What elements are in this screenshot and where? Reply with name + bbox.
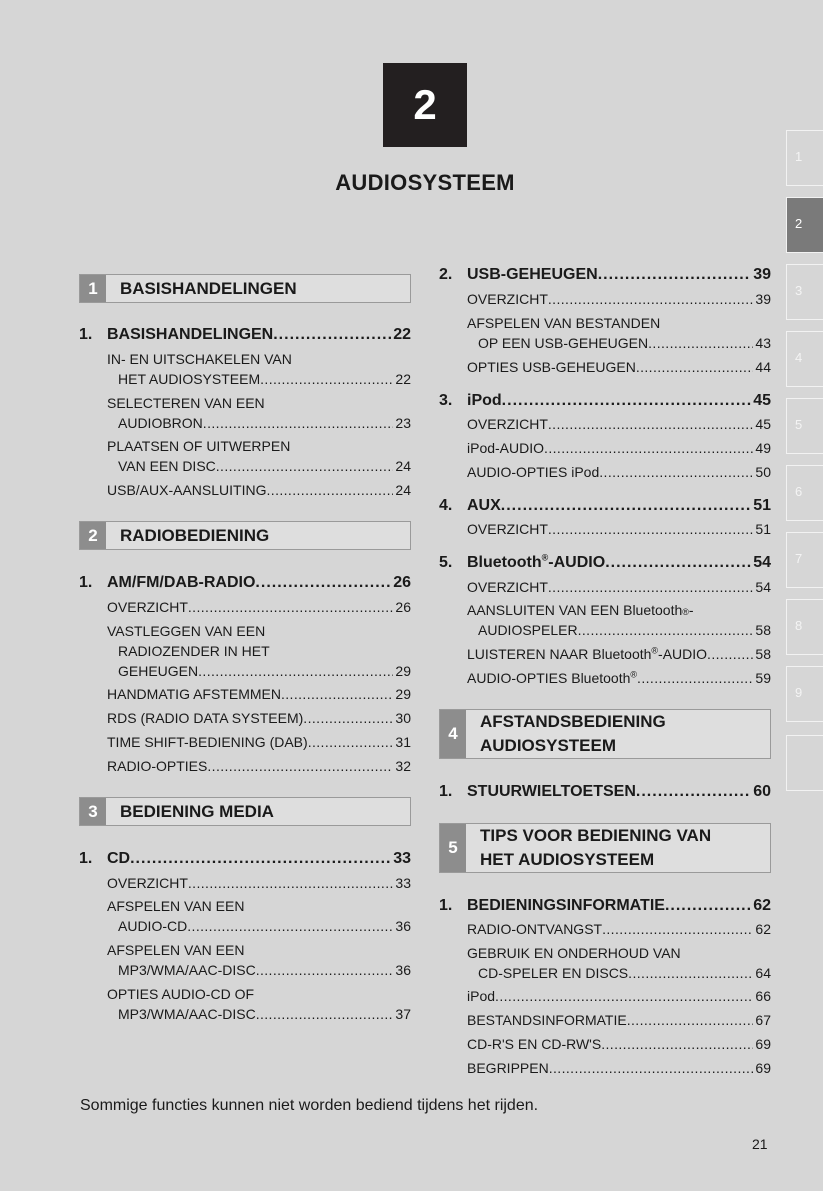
toc-heading[interactable]	[79, 326, 411, 344]
entry-page: 66	[755, 988, 771, 1004]
entry-page: 24	[395, 482, 411, 498]
section-title: RADIOBEDIENING	[120, 525, 270, 545]
entry-line: AFSPELEN VAN EEN	[107, 898, 245, 914]
toc-entry[interactable]	[467, 988, 771, 1008]
toc-entry[interactable]	[107, 482, 411, 502]
toc-entry[interactable]	[467, 921, 771, 941]
entry-text: USB/AUX-AANSLUITING	[107, 482, 267, 498]
toc-heading[interactable]	[439, 554, 771, 572]
entry-page: 58	[755, 622, 771, 638]
entry-page: 51	[755, 521, 771, 537]
entry-text: OVERZICHT	[107, 875, 188, 891]
entry-line: RADIOZENDER IN HET	[118, 643, 270, 659]
entry-page: 37	[395, 1006, 411, 1022]
entry-page: 50	[755, 464, 771, 480]
entry-text: AUDIO-OPTIES iPod	[467, 464, 600, 480]
entry-page: 33	[395, 875, 411, 891]
side-tab-9[interactable]: 9	[786, 666, 823, 722]
entry-text: RDS (RADIO DATA SYSTEEM)	[107, 710, 304, 726]
section-title: TIPS VOOR BEDIENING VAN HET AUDIOSYSTEEM	[480, 826, 712, 869]
entry-page: 30	[395, 710, 411, 726]
entry-text: iPod-AUDIO	[467, 440, 545, 456]
section-number: 5	[440, 824, 466, 872]
entry-page: 54	[755, 579, 771, 595]
heading-title: CD	[107, 850, 131, 867]
entry-page: 64	[755, 965, 771, 981]
entry-text: AUDIOSPELER	[478, 622, 578, 638]
entry-page: 69	[755, 1036, 771, 1052]
entry-text: BEGRIPPEN	[467, 1060, 549, 1076]
entry-line: AFSPELEN VAN BESTANDEN	[467, 315, 661, 331]
toc-entry[interactable]	[467, 945, 771, 985]
entry-text: OVERZICHT	[467, 579, 548, 595]
entry-text: AUDIOBRON	[118, 415, 203, 431]
chapter-title: AUDIOSYSTEEM	[335, 170, 515, 195]
entry-text: MP3/WMA/AAC-DISC	[118, 1006, 256, 1022]
toc-entry[interactable]	[107, 623, 411, 683]
entry-page: 43	[755, 335, 771, 351]
section-header-2[interactable]	[79, 521, 411, 550]
entry-text: HANDMATIG AFSTEMMEN	[107, 686, 281, 702]
toc-entry[interactable]	[107, 351, 411, 391]
toc-entry[interactable]	[467, 1036, 771, 1056]
side-tab-5[interactable]: 5	[786, 398, 823, 454]
toc-heading[interactable]	[79, 574, 411, 592]
entry-page: 62	[755, 921, 771, 937]
heading-page: 51	[753, 497, 771, 514]
heading-number: 5.	[439, 554, 453, 571]
section-number: 3	[80, 798, 106, 825]
section-header-5[interactable]	[439, 823, 771, 873]
entry-page: 29	[395, 663, 411, 679]
entry-page: 31	[395, 734, 411, 750]
toc-heading[interactable]	[79, 850, 411, 868]
chapter-number-box: 2	[383, 63, 467, 147]
entry-line: IN- EN UITSCHAKELEN VAN	[107, 351, 292, 367]
side-tab-4[interactable]: 4	[786, 331, 823, 387]
entry-text: LUISTEREN NAAR Bluetooth®-AUDIO	[467, 645, 708, 662]
section-header-3[interactable]	[79, 797, 411, 826]
heading-number: 1.	[79, 574, 93, 591]
toc-entry[interactable]	[467, 579, 771, 599]
heading-page: 54	[753, 554, 771, 571]
entry-text: OVERZICHT	[467, 521, 548, 537]
heading-page: 33	[393, 850, 411, 867]
heading-title: BEDIENINGSINFORMATIE	[467, 897, 665, 914]
toc-entry[interactable]	[467, 315, 771, 355]
heading-number: 4.	[439, 497, 453, 514]
toc-heading[interactable]	[439, 783, 771, 801]
section-number: 2	[80, 522, 106, 549]
side-tab-1[interactable]: 1	[786, 130, 823, 186]
entry-line: PLAATSEN OF UITWERPEN	[107, 438, 291, 454]
toc-entry[interactable]	[467, 416, 771, 436]
entry-page: 23	[395, 415, 411, 431]
toc-entry[interactable]	[467, 359, 771, 379]
toc-entry[interactable]	[107, 898, 411, 938]
heading-number: 2.	[439, 266, 453, 283]
entry-page: 36	[395, 918, 411, 934]
section-number: 1	[80, 275, 106, 302]
entry-text: CD-R'S EN CD-RW'S	[467, 1036, 602, 1052]
toc-entry[interactable]	[467, 440, 771, 460]
entry-line: VASTLEGGEN VAN EEN	[107, 623, 266, 639]
entry-page: 36	[395, 962, 411, 978]
entry-page: 67	[755, 1012, 771, 1028]
heading-number: 1.	[439, 783, 453, 800]
entry-page: 58	[755, 646, 771, 662]
heading-number: 1.	[79, 850, 93, 867]
entry-text: MP3/WMA/AAC-DISC	[118, 962, 256, 978]
entry-text: OVERZICHT	[107, 599, 188, 615]
heading-title: USB-GEHEUGEN	[467, 266, 598, 283]
entry-page: 29	[395, 686, 411, 702]
entry-page: 59	[755, 670, 771, 686]
entry-text: AUDIO-CD	[118, 918, 188, 934]
entry-text: VAN EEN DISC	[118, 458, 216, 474]
entry-page: 26	[395, 599, 411, 615]
entry-page: 24	[395, 458, 411, 474]
toc-entry[interactable]	[107, 438, 411, 478]
heading-page: 45	[753, 392, 771, 409]
entry-page: 69	[755, 1060, 771, 1076]
entry-text: HET AUDIOSYSTEEM	[118, 371, 261, 387]
section-title: BEDIENING MEDIA	[120, 801, 274, 821]
entry-line: AANSLUITEN VAN EEN Bluetooth ® -	[467, 602, 694, 618]
section-title: BASISHANDELINGEN	[120, 278, 297, 298]
side-tab-3[interactable]: 3	[786, 264, 823, 320]
heading-title: AUX	[467, 497, 501, 514]
entry-page: 39	[755, 291, 771, 307]
toc-heading[interactable]	[439, 497, 771, 515]
entry-page: 32	[395, 758, 411, 774]
side-tab-6[interactable]: 6	[786, 465, 823, 521]
toc-entry[interactable]	[107, 942, 411, 982]
entry-line: OPTIES AUDIO-CD OF	[107, 986, 255, 1002]
heading-page: 60	[753, 783, 771, 800]
toc-entry[interactable]	[467, 291, 771, 311]
entry-text: RADIO-ONTVANGST	[467, 921, 603, 937]
heading-number: 1.	[439, 897, 453, 914]
toc-entry[interactable]	[107, 758, 411, 778]
entry-text: OPTIES USB-GEHEUGEN	[467, 359, 636, 375]
toc-entry[interactable]	[107, 986, 411, 1026]
heading-title: iPod	[467, 392, 502, 409]
entry-text: OP EEN USB-GEHEUGEN	[478, 335, 649, 351]
section-number: 4	[440, 710, 466, 758]
entry-text: BESTANDSINFORMATIE	[467, 1012, 627, 1028]
heading-page: 22	[393, 326, 411, 343]
heading-title: Bluetooth®-AUDIO	[467, 552, 606, 571]
heading-number: 3.	[439, 392, 453, 409]
toc-entry[interactable]	[467, 464, 771, 484]
entry-text: GEHEUGEN	[118, 663, 199, 679]
entry-page: 22	[395, 371, 411, 387]
toc-entry[interactable]	[467, 521, 771, 541]
side-tab-2[interactable]: 2	[786, 197, 823, 253]
entry-page: 44	[755, 359, 771, 375]
side-tab-7[interactable]: 7	[786, 532, 823, 588]
side-tab-blank[interactable]	[786, 735, 823, 791]
toc-entry[interactable]	[467, 1012, 771, 1032]
toc-entry[interactable]	[107, 395, 411, 435]
toc-heading[interactable]	[439, 897, 771, 915]
entry-line: GEBRUIK EN ONDERHOUD VAN	[467, 945, 681, 961]
toc-entry[interactable]	[107, 875, 411, 895]
section-header-4[interactable]	[439, 709, 771, 759]
entry-line: SELECTEREN VAN EEN	[107, 395, 265, 411]
entry-text: CD-SPELER EN DISCS	[478, 965, 629, 981]
heading-number: 1.	[79, 326, 93, 343]
heading-title: BASISHANDELINGEN	[107, 326, 274, 343]
entry-text: AUDIO-OPTIES Bluetooth®	[467, 669, 638, 686]
section-title: AFSTANDSBEDIENING AUDIOSYSTEEM	[480, 712, 666, 755]
toc-entry[interactable]	[467, 1060, 771, 1080]
heading-title: AM/FM/DAB-RADIO	[107, 574, 256, 591]
entry-text: RADIO-OPTIES	[107, 758, 208, 774]
heading-page: 62	[753, 897, 771, 914]
toc-entry[interactable]	[107, 734, 411, 754]
entry-line: AFSPELEN VAN EEN	[107, 942, 245, 958]
heading-title: STUURWIELTOETSEN	[467, 783, 636, 800]
entry-text: TIME SHIFT-BEDIENING (DAB)	[107, 734, 308, 750]
entry-text: OVERZICHT	[467, 291, 548, 307]
toc-entry[interactable]	[467, 670, 771, 690]
heading-page: 39	[753, 266, 771, 283]
toc-entry[interactable]	[467, 602, 771, 642]
heading-page: 26	[393, 574, 411, 591]
toc-entry[interactable]	[467, 646, 771, 666]
entry-text: iPod	[467, 988, 496, 1004]
side-tab-8[interactable]: 8	[786, 599, 823, 655]
entry-text: OVERZICHT	[467, 416, 548, 432]
toc-entry[interactable]	[107, 599, 411, 619]
section-header-1[interactable]	[79, 274, 411, 303]
footer-note: Sommige functies kunnen niet worden bediend tijdens het rijden.	[80, 1097, 539, 1114]
toc-heading[interactable]	[439, 392, 771, 410]
entry-page: 45	[755, 416, 771, 432]
toc-heading[interactable]	[439, 266, 771, 284]
toc-entry[interactable]	[107, 710, 411, 730]
page-number: 21	[752, 1136, 768, 1152]
toc-entry[interactable]	[107, 686, 411, 706]
entry-page: 49	[755, 440, 771, 456]
